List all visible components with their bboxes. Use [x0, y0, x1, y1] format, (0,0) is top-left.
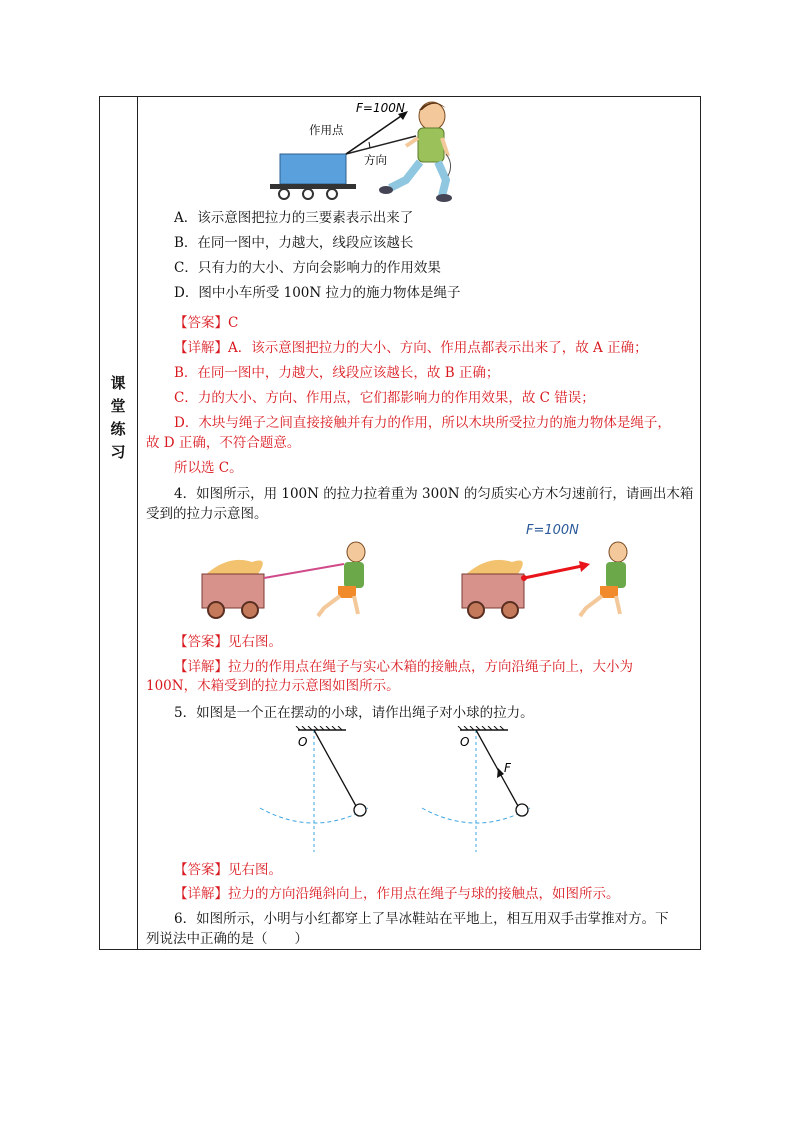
pendulum-left [260, 726, 368, 852]
force-arrow-head [497, 768, 504, 778]
q3-explain-line: D．木块与绳子之间直接接触并有力的作用，所以木块所受拉力的施力物体是绳子， [174, 415, 671, 431]
direction-tick [369, 142, 370, 148]
column-divider [137, 97, 138, 949]
force-label: F=100N [356, 101, 405, 115]
q4-explain-line: 100N，木箱受到的拉力示意图如图所示。 [146, 678, 400, 694]
section-label [99, 372, 137, 512]
arrow-head [579, 561, 590, 572]
cart-wheel [303, 189, 313, 199]
option-b: B．在同一图中，力越大，线段应该越长 [174, 235, 414, 251]
q4-answer: 【答案】见右图。 [174, 634, 282, 650]
figure-pendulums [252, 726, 572, 856]
force-label: F=100N [526, 523, 579, 538]
cart-box [280, 154, 346, 184]
q3-explain-line: C．力的大小、方向、作用点，它们都影响力的作用效果，故 C 错误； [174, 390, 595, 406]
section-label-char: 习 [110, 443, 126, 461]
q6-question: 6．如图所示，小明与小红都穿上了旱冰鞋站在平地上，相互用双手击掌推对方。下 [174, 911, 669, 927]
pendulum-right [422, 726, 530, 852]
pivot-label: O [298, 735, 308, 749]
section-label-char: 课 [110, 374, 126, 392]
figure-wagon-left [198, 534, 378, 620]
option-c: C．只有力的大小、方向会影响力的作用效果 [174, 260, 441, 276]
cart-wheel [279, 189, 289, 199]
q3-explain-line: 故 D 正确，不符合题意。 [146, 435, 301, 451]
point-label: 作用点 [309, 123, 344, 137]
content-cell [146, 96, 694, 948]
force-label: F [504, 761, 511, 775]
application-point [521, 575, 527, 581]
section-label-char: 堂 [110, 397, 126, 415]
boy-figure [580, 542, 627, 616]
q3-explain-line: 【详解】A．该示意图把拉力的大小、方向、作用点都表示出来了，故 A 正确； [174, 340, 648, 356]
cart-wheel [327, 189, 337, 199]
pivot-label: O [460, 735, 470, 749]
q6-question: 列说法中正确的是（ ） [146, 931, 308, 947]
q3-conclusion: 所以选 C。 [174, 460, 243, 476]
q4-question: 4．如图所示，用 100N 的拉力拉着重为 300N 的匀质实心方木匀速前行，请画出木箱 [174, 486, 694, 502]
force-arrow [524, 566, 582, 578]
q3-explain-line: B．在同一图中，力越大，线段应该越长，故 B 正确； [174, 365, 500, 381]
section-label-char: 练 [110, 420, 126, 438]
q5-explain: 【详解】拉力的方向沿绳斜向上，作用点在绳子与球的接触点，如图所示。 [174, 886, 620, 902]
q4-explain-line: 【详解】拉力的作用点在绳子与实心木箱的接触点，方向沿绳子向上，大小为 [174, 659, 633, 675]
q3-answer: 【答案】C [174, 315, 239, 331]
boy-figure [318, 542, 365, 616]
option-d: D．图中小车所受 100N 拉力的施力物体是绳子 [174, 285, 461, 301]
boy-figure [379, 102, 452, 202]
direction-label: 方向 [364, 153, 387, 167]
q5-answer: 【答案】见右图。 [174, 862, 282, 878]
force-arrow [346, 114, 404, 154]
figure-boy-pulling-cart [266, 98, 596, 204]
option-a: A．该示意图把拉力的三要素表示出来了 [174, 210, 414, 226]
q4-question: 受到的拉力示意图。 [146, 506, 268, 522]
q5-question: 5．如图是一个正在摆动的小球，请作出绳子对小球的拉力。 [174, 705, 534, 721]
figure-wagon-right [458, 516, 648, 620]
